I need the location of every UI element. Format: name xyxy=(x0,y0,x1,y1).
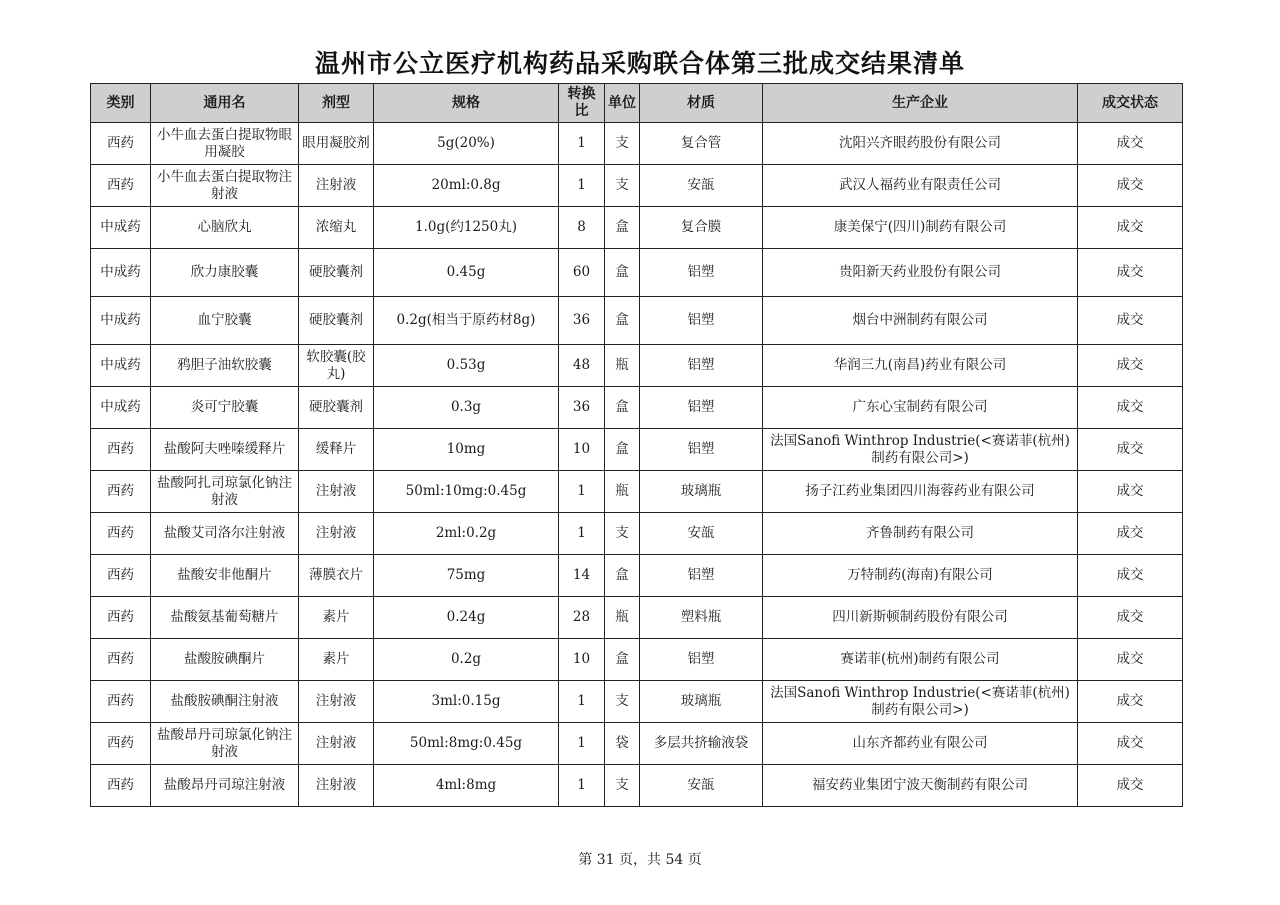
cell-specification: 50ml:8mg:0.45g xyxy=(374,723,559,765)
cell-generic-name: 小牛血去蛋白提取物眼用凝胶 xyxy=(151,123,299,165)
cell-material: 铝塑 xyxy=(640,387,763,429)
cell-generic-name: 盐酸阿夫唑嗪缓释片 xyxy=(151,429,299,471)
cell-dosage-form: 浓缩丸 xyxy=(299,207,374,249)
cell-material: 铝塑 xyxy=(640,429,763,471)
cell-material: 复合膜 xyxy=(640,207,763,249)
cell-unit: 瓶 xyxy=(605,471,640,513)
cell-category: 西药 xyxy=(91,639,151,681)
table-row xyxy=(91,165,1183,207)
cell-generic-name: 血宁胶囊 xyxy=(151,297,299,345)
cell-dosage-form: 素片 xyxy=(299,639,374,681)
cell-conversion-ratio: 14 xyxy=(559,555,605,597)
col-header-conversion-ratio: 转换比 xyxy=(559,84,605,123)
cell-category: 西药 xyxy=(91,681,151,723)
cell-status: 成交 xyxy=(1078,681,1183,723)
cell-dosage-form: 眼用凝胶剂 xyxy=(299,123,374,165)
cell-generic-name: 小牛血去蛋白提取物注射液 xyxy=(151,165,299,207)
cell-specification: 0.24g xyxy=(374,597,559,639)
table-row xyxy=(91,765,1183,807)
cell-specification: 0.53g xyxy=(374,345,559,387)
cell-specification: 0.2g xyxy=(374,639,559,681)
page-footer: 第 31 页，共 54 页 xyxy=(578,852,702,868)
col-header-dosage-form: 剂型 xyxy=(299,84,374,123)
col-header-specification: 规格 xyxy=(374,84,559,123)
cell-status: 成交 xyxy=(1078,165,1183,207)
cell-unit: 瓶 xyxy=(605,345,640,387)
cell-category: 中成药 xyxy=(91,297,151,345)
cell-material: 铝塑 xyxy=(640,249,763,297)
cell-category: 西药 xyxy=(91,471,151,513)
cell-manufacturer: 康美保宁(四川)制药有限公司 xyxy=(763,207,1078,249)
cell-status: 成交 xyxy=(1078,387,1183,429)
cell-manufacturer: 武汉人福药业有限责任公司 xyxy=(763,165,1078,207)
cell-material: 玻璃瓶 xyxy=(640,471,763,513)
cell-conversion-ratio: 1 xyxy=(559,123,605,165)
cell-unit: 瓶 xyxy=(605,597,640,639)
cell-manufacturer: 广东心宝制药有限公司 xyxy=(763,387,1078,429)
cell-unit: 盒 xyxy=(605,387,640,429)
cell-conversion-ratio: 1 xyxy=(559,165,605,207)
cell-manufacturer: 赛诺菲(杭州)制药有限公司 xyxy=(763,639,1078,681)
cell-unit: 支 xyxy=(605,681,640,723)
cell-unit: 支 xyxy=(605,165,640,207)
cell-unit: 盒 xyxy=(605,207,640,249)
cell-dosage-form: 硬胶囊剂 xyxy=(299,297,374,345)
cell-manufacturer: 山东齐都药业有限公司 xyxy=(763,723,1078,765)
cell-manufacturer: 福安药业集团宁波天衡制药有限公司 xyxy=(763,765,1078,807)
cell-generic-name: 鸦胆子油软胶囊 xyxy=(151,345,299,387)
page-title: 温州市公立医疗机构药品采购联合体第三批成交结果清单 xyxy=(314,49,965,78)
col-header-category: 类别 xyxy=(91,84,151,123)
cell-category: 西药 xyxy=(91,513,151,555)
cell-material: 安瓿 xyxy=(640,765,763,807)
cell-category: 西药 xyxy=(91,723,151,765)
table-row xyxy=(91,513,1183,555)
cell-status: 成交 xyxy=(1078,345,1183,387)
cell-specification: 1.0g(约1250丸) xyxy=(374,207,559,249)
cell-status: 成交 xyxy=(1078,513,1183,555)
cell-unit: 袋 xyxy=(605,723,640,765)
cell-dosage-form: 注射液 xyxy=(299,681,374,723)
cell-specification: 75mg xyxy=(374,555,559,597)
cell-dosage-form: 注射液 xyxy=(299,471,374,513)
header-row xyxy=(91,84,1183,123)
cell-conversion-ratio: 1 xyxy=(559,723,605,765)
cell-generic-name: 炎可宁胶囊 xyxy=(151,387,299,429)
col-header-status: 成交状态 xyxy=(1078,84,1183,123)
col-header-material: 材质 xyxy=(640,84,763,123)
cell-unit: 支 xyxy=(605,513,640,555)
table-row xyxy=(91,123,1183,165)
cell-status: 成交 xyxy=(1078,555,1183,597)
cell-category: 西药 xyxy=(91,165,151,207)
table-row xyxy=(91,297,1183,345)
cell-manufacturer: 法国Sanofi Winthrop Industrie(<赛诺菲(杭州)制药有限公司>) xyxy=(763,681,1078,723)
cell-material: 复合管 xyxy=(640,123,763,165)
cell-status: 成交 xyxy=(1078,429,1183,471)
table-row xyxy=(91,555,1183,597)
cell-generic-name: 盐酸胺碘酮片 xyxy=(151,639,299,681)
cell-manufacturer: 沈阳兴齐眼药股份有限公司 xyxy=(763,123,1078,165)
cell-dosage-form: 缓释片 xyxy=(299,429,374,471)
cell-category: 西药 xyxy=(91,597,151,639)
table-row xyxy=(91,387,1183,429)
cell-unit: 支 xyxy=(605,123,640,165)
cell-conversion-ratio: 36 xyxy=(559,387,605,429)
cell-category: 西药 xyxy=(91,123,151,165)
cell-material: 铝塑 xyxy=(640,555,763,597)
cell-conversion-ratio: 48 xyxy=(559,345,605,387)
cell-generic-name: 盐酸氨基葡萄糖片 xyxy=(151,597,299,639)
table-row xyxy=(91,597,1183,639)
table-body xyxy=(91,123,1183,807)
cell-category: 西药 xyxy=(91,765,151,807)
cell-material: 安瓿 xyxy=(640,513,763,555)
cell-dosage-form: 软胶囊(胶丸) xyxy=(299,345,374,387)
cell-specification: 0.2g(相当于原药材8g) xyxy=(374,297,559,345)
cell-material: 铝塑 xyxy=(640,345,763,387)
cell-dosage-form: 薄膜衣片 xyxy=(299,555,374,597)
cell-material: 玻璃瓶 xyxy=(640,681,763,723)
cell-manufacturer: 华润三九(南昌)药业有限公司 xyxy=(763,345,1078,387)
col-header-generic-name: 通用名 xyxy=(151,84,299,123)
table-row xyxy=(91,345,1183,387)
cell-category: 中成药 xyxy=(91,249,151,297)
cell-generic-name: 盐酸安非他酮片 xyxy=(151,555,299,597)
cell-category: 西药 xyxy=(91,429,151,471)
cell-status: 成交 xyxy=(1078,123,1183,165)
cell-dosage-form: 硬胶囊剂 xyxy=(299,249,374,297)
cell-dosage-form: 注射液 xyxy=(299,165,374,207)
cell-conversion-ratio: 1 xyxy=(559,513,605,555)
cell-generic-name: 欣力康胶囊 xyxy=(151,249,299,297)
cell-generic-name: 盐酸昂丹司琼注射液 xyxy=(151,765,299,807)
cell-status: 成交 xyxy=(1078,765,1183,807)
cell-conversion-ratio: 1 xyxy=(559,471,605,513)
cell-dosage-form: 注射液 xyxy=(299,765,374,807)
table-row xyxy=(91,207,1183,249)
table-row xyxy=(91,471,1183,513)
cell-conversion-ratio: 60 xyxy=(559,249,605,297)
cell-conversion-ratio: 10 xyxy=(559,429,605,471)
cell-dosage-form: 素片 xyxy=(299,597,374,639)
cell-material: 铝塑 xyxy=(640,297,763,345)
cell-generic-name: 盐酸昂丹司琼氯化钠注射液 xyxy=(151,723,299,765)
table-row xyxy=(91,249,1183,297)
cell-dosage-form: 注射液 xyxy=(299,723,374,765)
col-header-manufacturer: 生产企业 xyxy=(763,84,1078,123)
cell-unit: 支 xyxy=(605,765,640,807)
cell-manufacturer: 齐鲁制药有限公司 xyxy=(763,513,1078,555)
cell-category: 中成药 xyxy=(91,387,151,429)
table-row xyxy=(91,681,1183,723)
cell-manufacturer: 四川新斯顿制药股份有限公司 xyxy=(763,597,1078,639)
cell-status: 成交 xyxy=(1078,297,1183,345)
cell-unit: 盒 xyxy=(605,297,640,345)
cell-manufacturer: 扬子江药业集团四川海蓉药业有限公司 xyxy=(763,471,1078,513)
cell-category: 中成药 xyxy=(91,207,151,249)
col-header-unit: 单位 xyxy=(605,84,640,123)
cell-specification: 20ml:0.8g xyxy=(374,165,559,207)
cell-status: 成交 xyxy=(1078,471,1183,513)
cell-specification: 4ml:8mg xyxy=(374,765,559,807)
cell-conversion-ratio: 1 xyxy=(559,681,605,723)
cell-material: 铝塑 xyxy=(640,639,763,681)
table-row xyxy=(91,429,1183,471)
cell-specification: 5g(20%) xyxy=(374,123,559,165)
cell-specification: 0.45g xyxy=(374,249,559,297)
cell-status: 成交 xyxy=(1078,597,1183,639)
cell-specification: 3ml:0.15g xyxy=(374,681,559,723)
cell-material: 安瓿 xyxy=(640,165,763,207)
cell-generic-name: 心脑欣丸 xyxy=(151,207,299,249)
cell-generic-name: 盐酸阿扎司琼氯化钠注射液 xyxy=(151,471,299,513)
cell-specification: 10mg xyxy=(374,429,559,471)
cell-unit: 盒 xyxy=(605,249,640,297)
table-row xyxy=(91,723,1183,765)
cell-conversion-ratio: 28 xyxy=(559,597,605,639)
cell-specification: 0.3g xyxy=(374,387,559,429)
cell-manufacturer: 法国Sanofi Winthrop Industrie(<赛诺菲(杭州)制药有限公司>) xyxy=(763,429,1078,471)
cell-unit: 盒 xyxy=(605,639,640,681)
cell-conversion-ratio: 8 xyxy=(559,207,605,249)
table-row xyxy=(91,639,1183,681)
cell-category: 西药 xyxy=(91,555,151,597)
cell-specification: 50ml:10mg:0.45g xyxy=(374,471,559,513)
cell-generic-name: 盐酸艾司洛尔注射液 xyxy=(151,513,299,555)
cell-generic-name: 盐酸胺碘酮注射液 xyxy=(151,681,299,723)
cell-status: 成交 xyxy=(1078,723,1183,765)
cell-dosage-form: 硬胶囊剂 xyxy=(299,387,374,429)
results-table xyxy=(90,83,1183,807)
cell-material: 塑料瓶 xyxy=(640,597,763,639)
cell-dosage-form: 注射液 xyxy=(299,513,374,555)
cell-status: 成交 xyxy=(1078,249,1183,297)
cell-manufacturer: 烟台中洲制药有限公司 xyxy=(763,297,1078,345)
cell-manufacturer: 贵阳新天药业股份有限公司 xyxy=(763,249,1078,297)
cell-conversion-ratio: 10 xyxy=(559,639,605,681)
cell-manufacturer: 万特制药(海南)有限公司 xyxy=(763,555,1078,597)
cell-status: 成交 xyxy=(1078,639,1183,681)
cell-conversion-ratio: 1 xyxy=(559,765,605,807)
cell-status: 成交 xyxy=(1078,207,1183,249)
cell-unit: 盒 xyxy=(605,555,640,597)
cell-unit: 盒 xyxy=(605,429,640,471)
cell-material: 多层共挤输液袋 xyxy=(640,723,763,765)
cell-conversion-ratio: 36 xyxy=(559,297,605,345)
cell-category: 中成药 xyxy=(91,345,151,387)
cell-specification: 2ml:0.2g xyxy=(374,513,559,555)
